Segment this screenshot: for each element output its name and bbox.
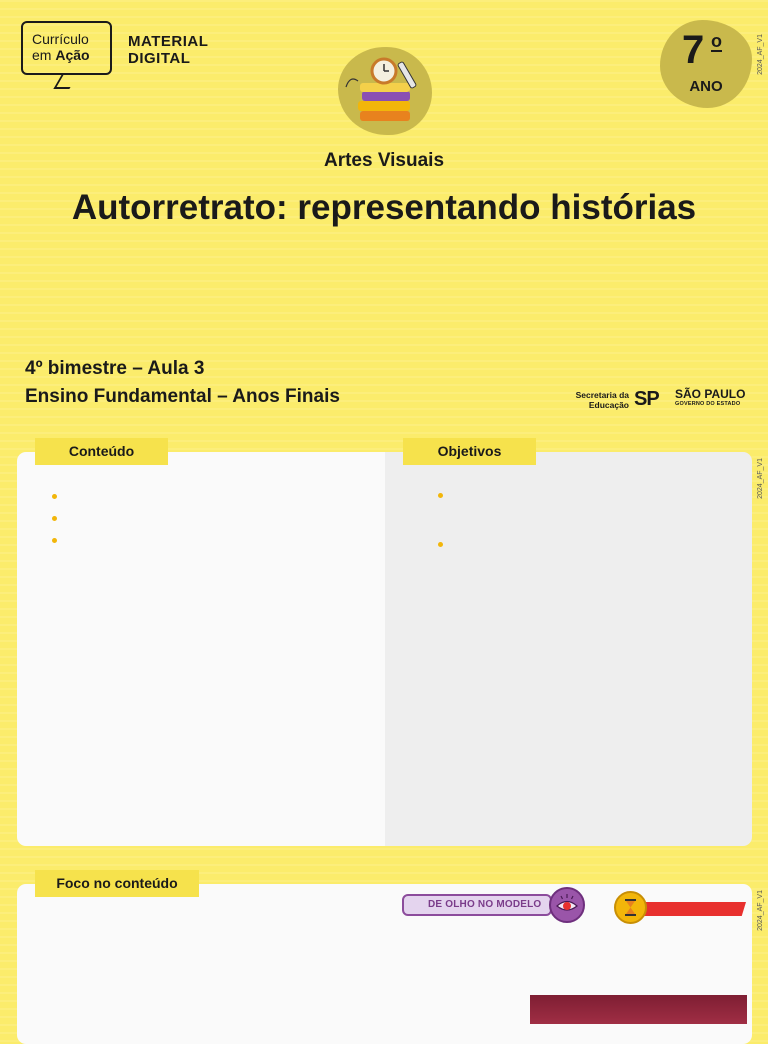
material-line1: MATERIAL bbox=[128, 33, 209, 50]
artwork-photo bbox=[530, 995, 747, 1024]
secretaria-label: Secretaria da Educação bbox=[575, 390, 629, 410]
grade-badge bbox=[660, 20, 752, 108]
logo-line1: Currículo bbox=[32, 31, 89, 47]
content-objectives-panel bbox=[17, 452, 752, 846]
grade-superscript: o bbox=[711, 31, 722, 51]
books-clock-pencil-icon bbox=[338, 47, 432, 135]
content-bullet-3 bbox=[52, 538, 57, 543]
objectives-bullet-2 bbox=[438, 542, 443, 547]
side-code-top: 2024_AF_V1 bbox=[757, 34, 764, 75]
sp-mark: SP bbox=[634, 388, 659, 410]
subject-label: Artes Visuais bbox=[323, 150, 445, 171]
material-digital-label bbox=[128, 33, 208, 67]
objectives-column bbox=[385, 452, 752, 846]
side-code-bottom: 2024_AF_V1 bbox=[757, 890, 764, 931]
objectives-bullet-1 bbox=[438, 493, 443, 498]
grade-number: 7 bbox=[682, 28, 705, 72]
tab-content: Conteúdo bbox=[35, 438, 168, 465]
content-column bbox=[17, 452, 385, 846]
red-timer-bar bbox=[640, 902, 746, 916]
hourglass-icon bbox=[614, 891, 647, 924]
logo-line2: em Ação bbox=[32, 47, 90, 63]
government-logo bbox=[573, 388, 748, 414]
material-line2: DIGITAL bbox=[128, 50, 191, 67]
model-pill-badge: DE OLHO NO MODELO bbox=[402, 894, 552, 916]
state-subtitle: GOVERNO DO ESTADO bbox=[675, 401, 741, 407]
content-bullet-2 bbox=[52, 516, 57, 521]
side-code-middle: 2024_AF_V1 bbox=[757, 458, 764, 499]
tab-focus: Foco no conteúdo bbox=[35, 870, 199, 897]
education-level: Ensino Fundamental – Anos Finais bbox=[25, 386, 340, 407]
curriculo-em-acao-logo bbox=[21, 21, 112, 75]
eye-icon bbox=[549, 887, 585, 923]
state-name: SÃO PAULO bbox=[675, 387, 746, 401]
tab-objectives: Objetivos bbox=[403, 438, 536, 465]
page-title: Autorretrato: representando histórias bbox=[71, 188, 697, 227]
logo-speech-tail bbox=[53, 73, 78, 89]
content-bullet-1 bbox=[52, 494, 57, 499]
term-lesson: 4º bimestre – Aula 3 bbox=[25, 358, 205, 379]
grade-label: ANO bbox=[689, 78, 723, 95]
